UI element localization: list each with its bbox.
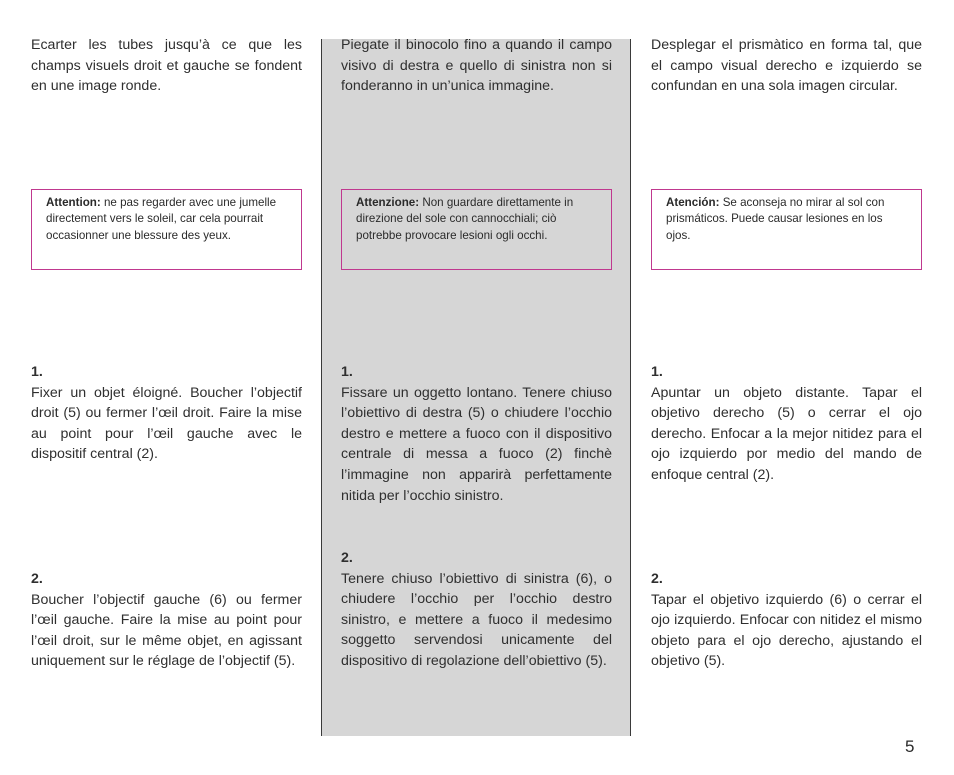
- warning-label: Attenzione:: [356, 196, 420, 209]
- step-number: 1.: [31, 364, 43, 380]
- step-2: [651, 569, 922, 672]
- step-1: [31, 362, 302, 465]
- warning-text: ne pas regarder avec une jumelle directement vers le soleil, car cela pourrait occasionner une blessure des yeux.: [46, 196, 277, 242]
- step-number: 2.: [651, 571, 663, 587]
- intro-text: Desplegar el prismàtico en forma tal, que el campo visual derecho e izquierdo se confundan en una sola imagen circular.: [651, 37, 922, 95]
- step-text: Tapar el objetivo izquierdo (6) o cerrar el ojo izquierdo. Enfocar con nitidez el mismo objeto para el ojo derecho, ajustando el objetivo (5).: [651, 591, 922, 670]
- step-1: [651, 362, 922, 486]
- step-1: [341, 362, 612, 506]
- warning-box: [651, 189, 922, 270]
- step-number: 1.: [651, 364, 663, 380]
- warning-label: Attention:: [46, 196, 101, 209]
- step-2: [31, 569, 302, 672]
- warning-box: [31, 189, 302, 270]
- warning-text: Se aconseja no mirar al sol con prismáticos. Puede causar lesiones en los ojos.: [666, 196, 885, 242]
- step-text: Boucher l’objectif gauche (6) ou fermer l’œil gauche. Faire la mise au point pour l’œil droit, sur le même objet, en agissant uniquement sur le réglage de l’objectif (5).: [31, 591, 302, 670]
- step-number: 2.: [341, 550, 353, 566]
- warning-box: [341, 189, 612, 270]
- step-text: Fixer un objet éloigné. Boucher l’objectif droit (5) ou fermer l’œil droit. Faire la mise au point pour l’œil gauche avec le dispositif central (2).: [31, 384, 302, 463]
- step-text: Apuntar un objeto distante. Tapar el objetivo derecho (5) o cerrar el ojo derecho. Enfocar a la mejor nitidez para el ojo izquierdo por medio del mando de enfoque central (2).: [651, 384, 922, 483]
- step-text: Fissare un oggetto lontano. Tenere chiuso l’obiettivo di destra (5) o chiudere l’occhio destro e mettere a fuoco con il dispositivo centrale di messa a fuoco (2) finchè l’immagine non apparirà perfettamente nitida per l’occhio sinistro.: [341, 384, 612, 504]
- step-text: Tenere chiuso l’obiettivo di sinistra (6), o chiudere l’occhio per l’occhio destro sinistro, e mettere a fuoco il medesimo soggetto servendosi unicamente del dispositivo di regolazione dell’obiettivo (5).: [341, 570, 612, 669]
- warning-text: Non guardare direttamente in direzione del sole con cannocchiali; ciò potrebbe provocare lesioni ogli occhi.: [356, 196, 574, 242]
- step-number: 2.: [31, 571, 43, 587]
- intro-text: Ecarter les tubes jusqu’à ce que les champs visuels droit et gauche se fondent en une image ronde.: [31, 37, 302, 95]
- step-number: 1.: [341, 364, 353, 380]
- step-2: [341, 548, 612, 672]
- warning-label: Atención:: [666, 196, 720, 209]
- page-number: 5: [905, 737, 915, 756]
- intro-text: Piegate il binocolo fino a quando il campo visivo di destra e quello di sinistra non si fonderanno in un’unica immagine.: [341, 37, 612, 95]
